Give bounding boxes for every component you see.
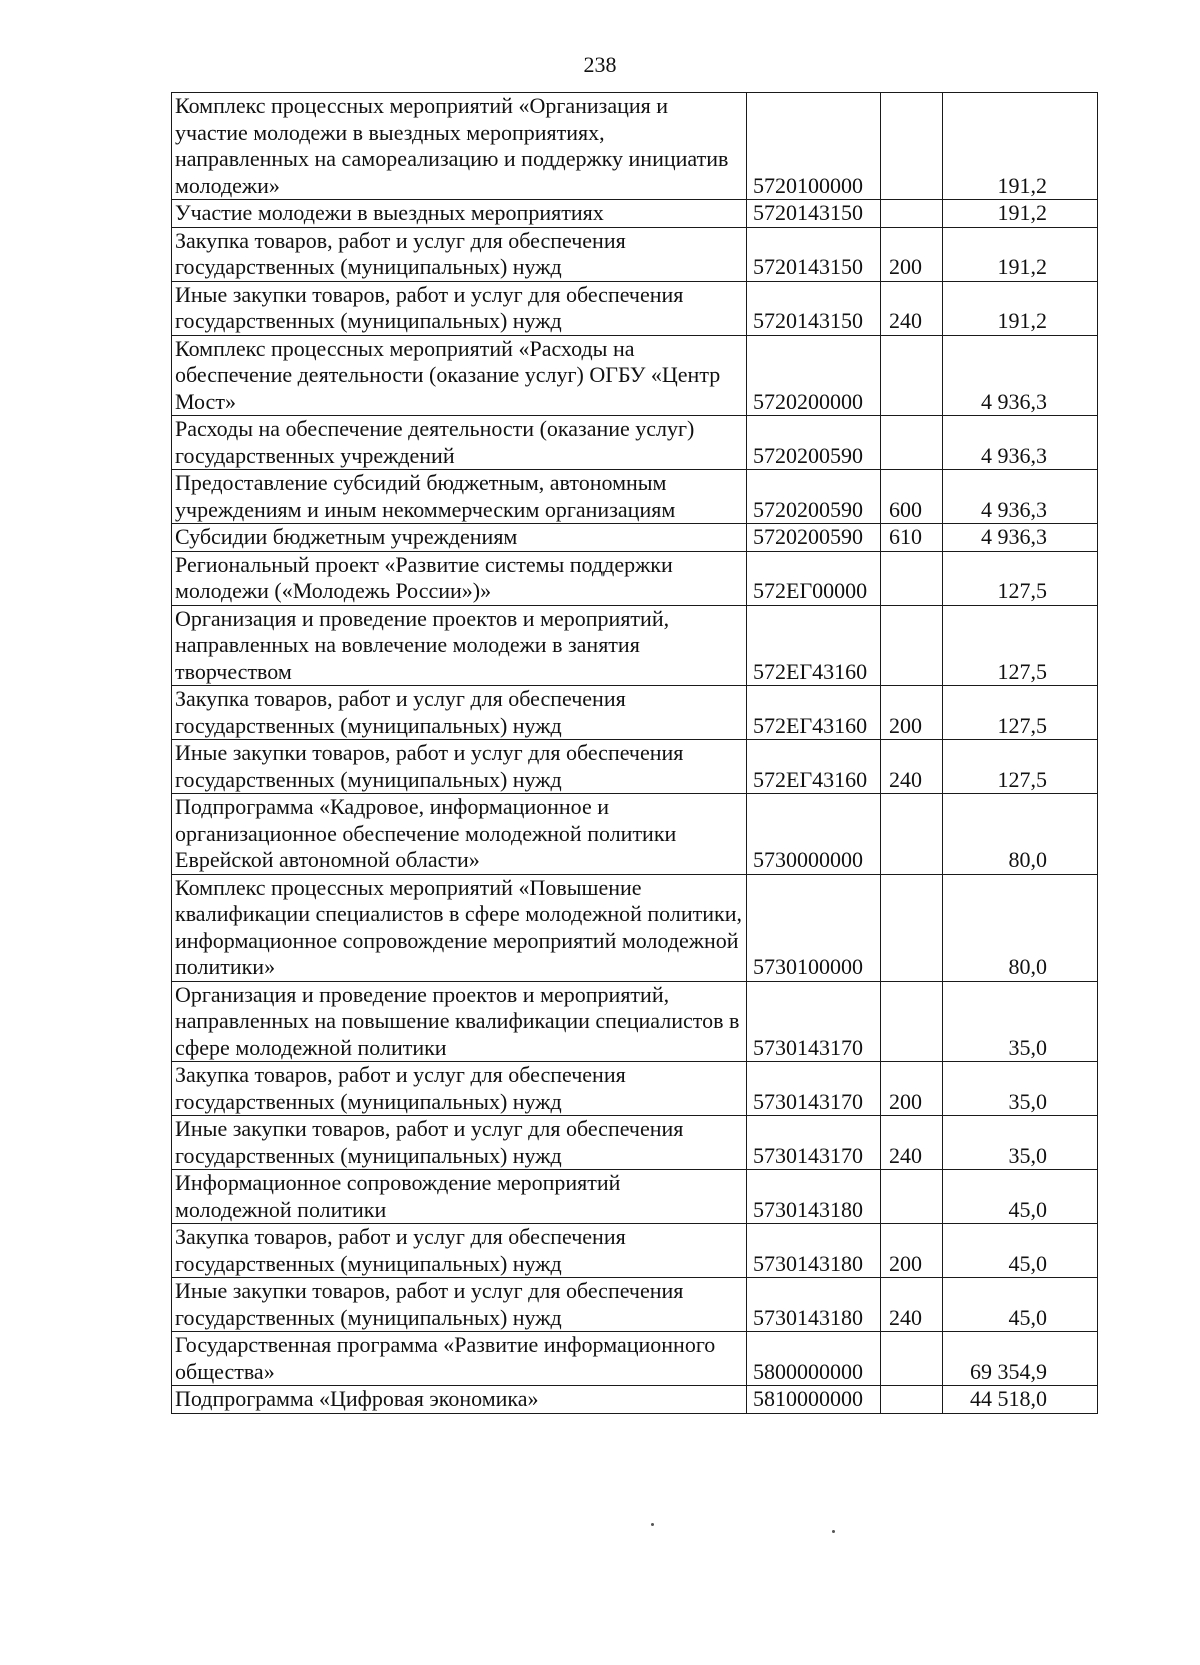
page-number: 238 — [583, 52, 617, 77]
target-code-cell: 5730143180 — [747, 1170, 881, 1224]
expense-name-cell: Иные закупки товаров, работ и услуг для обеспечения государственных (муниципальных) нужд — [172, 281, 747, 335]
budget-table — [171, 92, 1098, 1414]
table-body — [172, 93, 1098, 1414]
expense-type-cell: 200 — [881, 1224, 943, 1278]
table-row — [172, 335, 1098, 416]
target-code-cell: 5810000000 — [747, 1386, 881, 1414]
table-row — [172, 1170, 1098, 1224]
table-row — [172, 794, 1098, 875]
target-code-cell: 572ЕГ43160 — [747, 605, 881, 686]
amount-cell: 127,5 — [943, 686, 1098, 740]
expense-name-cell: Организация и проведение проектов и мероприятий, направленных на повышение квалификации специалистов в сфере молодежной политики — [172, 981, 747, 1062]
expense-type-cell — [881, 200, 943, 228]
expense-type-cell — [881, 416, 943, 470]
expense-name-cell: Региональный проект «Развитие системы поддержки молодежи («Молодежь России»)» — [172, 551, 747, 605]
expense-type-cell — [881, 1170, 943, 1224]
expense-name-cell: Субсидии бюджетным учреждениям — [172, 524, 747, 552]
expense-type-cell — [881, 794, 943, 875]
amount-cell: 127,5 — [943, 605, 1098, 686]
expense-type-cell — [881, 335, 943, 416]
expense-type-cell: 200 — [881, 686, 943, 740]
expense-type-cell: 240 — [881, 740, 943, 794]
expense-name-cell: Комплекс процессных мероприятий «Расходы на обеспечение деятельности (оказание услуг) ОГБУ «Центр Мост» — [172, 335, 747, 416]
expense-name-cell: Комплекс процессных мероприятий «Повышение квалификации специалистов в сфере молодежной политики, информационное сопровождение мероприятий молодежной политики» — [172, 874, 747, 981]
table-row — [172, 227, 1098, 281]
target-code-cell: 5730000000 — [747, 794, 881, 875]
target-code-cell: 572ЕГ43160 — [747, 740, 881, 794]
expense-type-cell: 610 — [881, 524, 943, 552]
table-row — [172, 605, 1098, 686]
expense-name-cell: Комплекс процессных мероприятий «Организация и участие молодежи в выездных мероприятиях, направленных на самореализацию и поддержку инициатив молодежи» — [172, 93, 747, 200]
amount-cell: 44 518,0 — [943, 1386, 1098, 1414]
amount-cell: 191,2 — [943, 281, 1098, 335]
target-code-cell: 5730143180 — [747, 1278, 881, 1332]
table-row — [172, 93, 1098, 200]
expense-type-cell: 240 — [881, 1116, 943, 1170]
amount-cell: 127,5 — [943, 740, 1098, 794]
expense-name-cell: Расходы на обеспечение деятельности (оказание услуг) государственных учреждений — [172, 416, 747, 470]
target-code-cell: 5720200000 — [747, 335, 881, 416]
amount-cell: 4 936,3 — [943, 416, 1098, 470]
expense-name-cell: Участие молодежи в выездных мероприятиях — [172, 200, 747, 228]
scan-speck — [651, 1523, 654, 1526]
amount-cell: 191,2 — [943, 93, 1098, 200]
table-row — [172, 524, 1098, 552]
target-code-cell: 572ЕГ00000 — [747, 551, 881, 605]
table-row — [172, 1332, 1098, 1386]
table-row — [172, 874, 1098, 981]
target-code-cell: 5730143170 — [747, 1062, 881, 1116]
table-row — [172, 1386, 1098, 1414]
target-code-cell: 572ЕГ43160 — [747, 686, 881, 740]
amount-cell: 80,0 — [943, 874, 1098, 981]
expense-type-cell: 600 — [881, 470, 943, 524]
amount-cell: 35,0 — [943, 1062, 1098, 1116]
amount-cell: 45,0 — [943, 1224, 1098, 1278]
expense-type-cell — [881, 874, 943, 981]
expense-name-cell: Закупка товаров, работ и услуг для обеспечения государственных (муниципальных) нужд — [172, 1224, 747, 1278]
table-row — [172, 981, 1098, 1062]
scan-speck — [832, 1530, 835, 1533]
table-row — [172, 281, 1098, 335]
table-row — [172, 200, 1098, 228]
target-code-cell: 5720200590 — [747, 470, 881, 524]
target-code-cell: 5720143150 — [747, 200, 881, 228]
amount-cell: 45,0 — [943, 1170, 1098, 1224]
table-row — [172, 551, 1098, 605]
expense-name-cell: Предоставление субсидий бюджетным, автономным учреждениям и иным некоммерческим организациям — [172, 470, 747, 524]
amount-cell: 35,0 — [943, 981, 1098, 1062]
target-code-cell: 5720143150 — [747, 281, 881, 335]
expense-name-cell: Организация и проведение проектов и мероприятий, направленных на вовлечение молодежи в занятия творчеством — [172, 605, 747, 686]
amount-cell: 4 936,3 — [943, 335, 1098, 416]
table-row — [172, 470, 1098, 524]
target-code-cell: 5730143170 — [747, 981, 881, 1062]
expense-type-cell — [881, 93, 943, 200]
table-row — [172, 1224, 1098, 1278]
target-code-cell: 5720200590 — [747, 524, 881, 552]
expense-name-cell: Закупка товаров, работ и услуг для обеспечения государственных (муниципальных) нужд — [172, 227, 747, 281]
amount-cell: 127,5 — [943, 551, 1098, 605]
expense-name-cell: Иные закупки товаров, работ и услуг для обеспечения государственных (муниципальных) нужд — [172, 1116, 747, 1170]
target-code-cell: 5730143180 — [747, 1224, 881, 1278]
amount-cell: 35,0 — [943, 1116, 1098, 1170]
amount-cell: 80,0 — [943, 794, 1098, 875]
amount-cell: 4 936,3 — [943, 470, 1098, 524]
expense-type-cell — [881, 605, 943, 686]
expense-type-cell: 200 — [881, 1062, 943, 1116]
amount-cell: 69 354,9 — [943, 1332, 1098, 1386]
expense-type-cell — [881, 1386, 943, 1414]
expense-name-cell: Подпрограмма «Кадровое, информационное и организационное обеспечение молодежной политики Еврейской автономной области» — [172, 794, 747, 875]
target-code-cell: 5720200590 — [747, 416, 881, 470]
expense-name-cell: Закупка товаров, работ и услуг для обеспечения государственных (муниципальных) нужд — [172, 686, 747, 740]
table-row — [172, 1278, 1098, 1332]
target-code-cell: 5730100000 — [747, 874, 881, 981]
expense-type-cell — [881, 551, 943, 605]
target-code-cell: 5800000000 — [747, 1332, 881, 1386]
expense-name-cell: Информационное сопровождение мероприятий молодежной политики — [172, 1170, 747, 1224]
target-code-cell: 5730143170 — [747, 1116, 881, 1170]
amount-cell: 45,0 — [943, 1278, 1098, 1332]
expense-name-cell: Закупка товаров, работ и услуг для обеспечения государственных (муниципальных) нужд — [172, 1062, 747, 1116]
table-row — [172, 416, 1098, 470]
amount-cell: 191,2 — [943, 200, 1098, 228]
target-code-cell: 5720100000 — [747, 93, 881, 200]
expense-name-cell: Иные закупки товаров, работ и услуг для обеспечения государственных (муниципальных) нужд — [172, 740, 747, 794]
expense-type-cell — [881, 981, 943, 1062]
table-row — [172, 1116, 1098, 1170]
table-row — [172, 1062, 1098, 1116]
target-code-cell: 5720143150 — [747, 227, 881, 281]
amount-cell: 191,2 — [943, 227, 1098, 281]
amount-cell: 4 936,3 — [943, 524, 1098, 552]
expense-type-cell — [881, 1332, 943, 1386]
expense-name-cell: Иные закупки товаров, работ и услуг для обеспечения государственных (муниципальных) нужд — [172, 1278, 747, 1332]
expense-name-cell: Подпрограмма «Цифровая экономика» — [172, 1386, 747, 1414]
expense-type-cell: 200 — [881, 227, 943, 281]
table-row — [172, 686, 1098, 740]
expense-name-cell: Государственная программа «Развитие информационного общества» — [172, 1332, 747, 1386]
table-row — [172, 740, 1098, 794]
expense-type-cell: 240 — [881, 1278, 943, 1332]
expense-type-cell: 240 — [881, 281, 943, 335]
